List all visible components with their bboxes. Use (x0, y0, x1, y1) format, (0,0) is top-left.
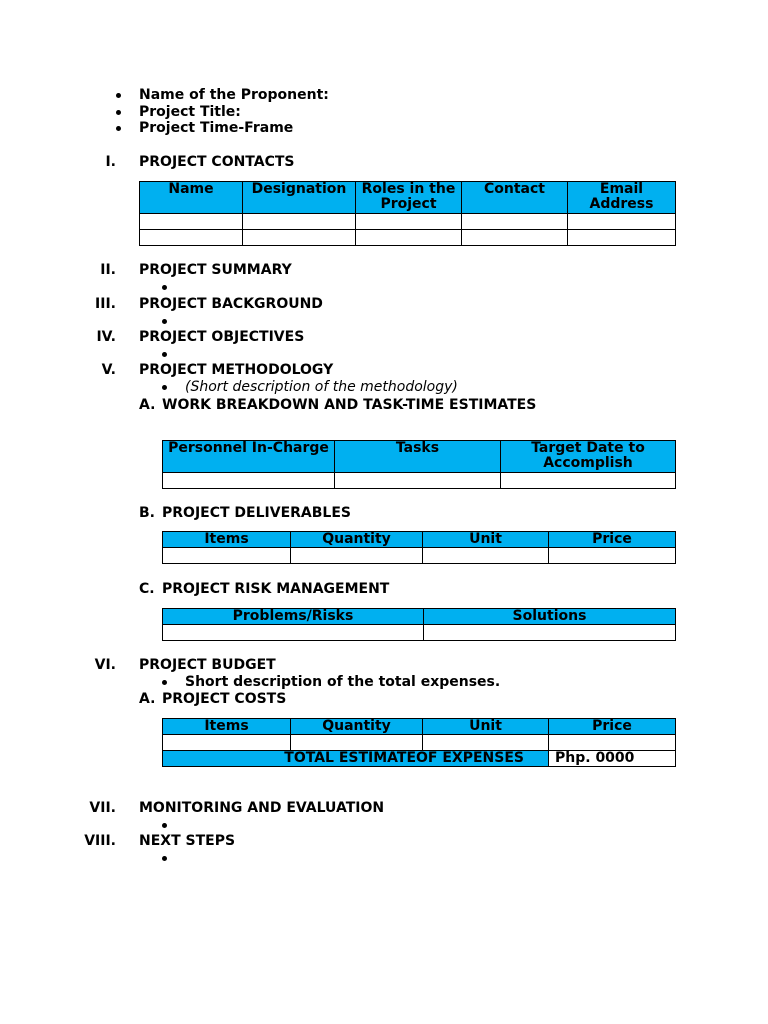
time-frame-label: Project Time-Frame (139, 120, 294, 136)
subsection-letter: A. (139, 691, 156, 707)
subsection-title-risk-management: PROJECT RISK MANAGEMENT (162, 581, 390, 597)
table-cell[interactable] (462, 214, 568, 230)
section-number: II. (100, 262, 116, 278)
budget-description: Short description of the total expenses. (185, 674, 501, 690)
project-title-label: Project Title: (139, 104, 241, 120)
subsection-letter: C. (139, 581, 155, 597)
bullet-icon (162, 856, 167, 861)
table-header: Tasks (335, 441, 501, 473)
bullet-icon (162, 680, 167, 685)
section-title-methodology: PROJECT METHODOLOGY (139, 362, 334, 378)
tasks-table (162, 440, 676, 489)
table-cell[interactable] (501, 473, 676, 489)
table-header: Items (163, 532, 291, 548)
table-cell[interactable] (549, 548, 676, 564)
table-cell[interactable] (140, 214, 243, 230)
section-title-background: PROJECT BACKGROUND (139, 296, 323, 312)
table-cell[interactable] (549, 735, 676, 751)
subsection-title-work-breakdown: WORK BREAKDOWN AND TASK-TIME ESTIMATES (162, 397, 537, 413)
bullet-icon (162, 385, 167, 390)
total-expenses-value[interactable]: Php. 0000 (549, 751, 676, 767)
bullet-icon (116, 93, 121, 98)
table-header: Roles in the Project (356, 182, 462, 214)
table-cell[interactable] (423, 735, 549, 751)
section-number: VI. (94, 657, 116, 673)
section-title-contacts: PROJECT CONTACTS (139, 154, 295, 170)
bullet-icon (162, 285, 167, 290)
risks-table (162, 608, 676, 641)
total-row (163, 751, 676, 767)
subsection-letter: A. (139, 397, 156, 413)
table-row (163, 548, 676, 564)
table-cell[interactable] (163, 625, 424, 641)
subsection-title-deliverables: PROJECT DELIVERABLES (162, 505, 351, 521)
bullet-icon (162, 319, 167, 324)
total-expenses-label: TOTAL ESTIMATEOF EXPENSES (163, 751, 549, 767)
table-cell[interactable] (140, 230, 243, 246)
table-header: Price (549, 532, 676, 548)
section-number: VIII. (84, 833, 116, 849)
deliverables-table (162, 531, 676, 564)
table-row (163, 735, 676, 751)
table-cell[interactable] (568, 214, 676, 230)
methodology-description: (Short description of the methodology) (185, 379, 458, 395)
table-header: Designation (243, 182, 356, 214)
table-row (163, 473, 676, 489)
table-cell[interactable] (424, 625, 676, 641)
table-header: Unit (423, 719, 549, 735)
table-row (163, 625, 676, 641)
table-header: Unit (423, 532, 549, 548)
table-header: Solutions (424, 609, 676, 625)
table-cell[interactable] (163, 735, 291, 751)
section-number: III. (95, 296, 116, 312)
bullet-icon (162, 823, 167, 828)
section-number: I. (105, 154, 116, 170)
table-cell[interactable] (423, 548, 549, 564)
bullet-icon (162, 352, 167, 357)
table-header: Problems/Risks (163, 609, 424, 625)
bullet-icon (116, 126, 121, 131)
table-cell[interactable] (462, 230, 568, 246)
subsection-title-project-costs: PROJECT COSTS (162, 691, 287, 707)
table-cell[interactable] (243, 214, 356, 230)
bullet-icon (116, 110, 121, 115)
section-title-summary: PROJECT SUMMARY (139, 262, 292, 278)
table-header: Email Address (568, 182, 676, 214)
section-title-monitoring: MONITORING AND EVALUATION (139, 800, 385, 816)
table-cell[interactable] (335, 473, 501, 489)
subsection-letter: B. (139, 505, 155, 521)
table-cell[interactable] (568, 230, 676, 246)
costs-table (162, 718, 676, 767)
table-header: Items (163, 719, 291, 735)
table-row (140, 214, 676, 230)
proponent-label: Name of the Proponent: (139, 87, 329, 103)
table-header: Name (140, 182, 243, 214)
table-cell[interactable] (163, 473, 335, 489)
table-cell[interactable] (291, 548, 423, 564)
table-header: Price (549, 719, 676, 735)
section-number: V. (101, 362, 116, 378)
section-number: VII. (89, 800, 116, 816)
table-cell[interactable] (356, 214, 462, 230)
section-number: IV. (96, 329, 116, 345)
table-cell[interactable] (291, 735, 423, 751)
contacts-table (139, 181, 676, 246)
table-cell[interactable] (243, 230, 356, 246)
table-row (140, 230, 676, 246)
table-header: Quantity (291, 532, 423, 548)
table-header: Contact (462, 182, 568, 214)
table-cell[interactable] (356, 230, 462, 246)
table-header: Quantity (291, 719, 423, 735)
table-header: Target Date to Accomplish (501, 441, 676, 473)
table-cell[interactable] (163, 548, 291, 564)
section-title-objectives: PROJECT OBJECTIVES (139, 329, 305, 345)
section-title-budget: PROJECT BUDGET (139, 657, 276, 673)
section-title-next-steps: NEXT STEPS (139, 833, 236, 849)
table-header: Personnel In-Charge (163, 441, 335, 473)
